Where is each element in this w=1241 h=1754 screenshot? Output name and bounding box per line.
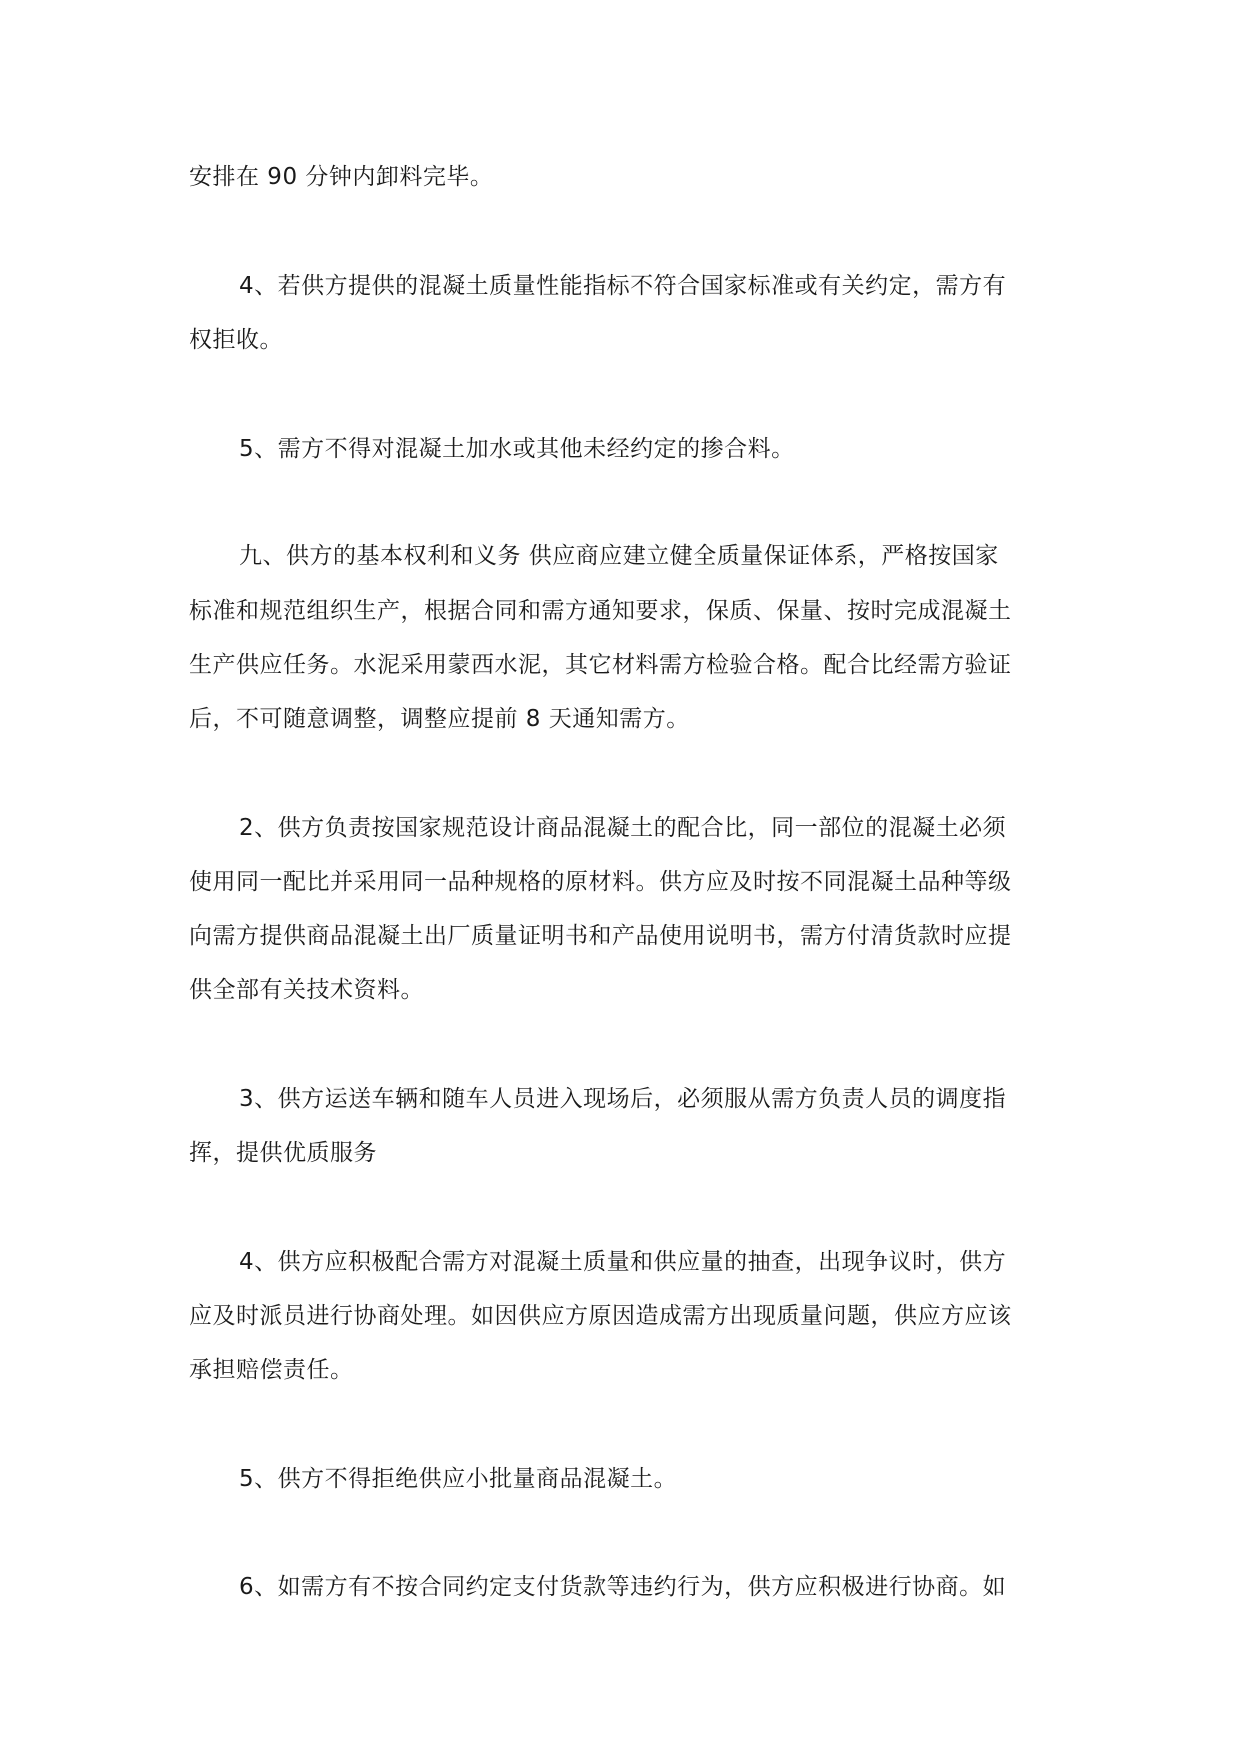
text-line: 供全部有关技术资料。 xyxy=(189,977,424,1003)
text-line: 权拒收。 xyxy=(189,327,283,353)
text-line: 标准和规范组织生产，根据合同和需方通知要求，保质、保量、按时完成混凝土 xyxy=(189,598,1012,624)
text-line: 应及时派员进行协商处理。如因供应方原因造成需方出现质量问题，供应方应该 xyxy=(189,1303,1012,1329)
text-line: 承担赔偿责任。 xyxy=(189,1357,354,1383)
text-line: 4、若供方提供的混凝土质量性能指标不符合国家标准或有关约定，需方有 xyxy=(239,273,1007,299)
text-line: 安排在 90 分钟内卸料完毕。 xyxy=(189,164,494,190)
text-line: 后，不可随意调整，调整应提前 8 天通知需方。 xyxy=(189,706,690,732)
text-line: 5、供方不得拒绝供应小批量商品混凝土。 xyxy=(239,1466,678,1492)
text-line: 4、供方应积极配合需方对混凝土质量和供应量的抽查，出现争议时，供方 xyxy=(239,1249,1007,1275)
text-line: 3、供方运送车辆和随车人员进入现场后，必须服从需方负责人员的调度指 xyxy=(239,1086,1007,1112)
text-line: 生产供应任务。水泥采用蒙西水泥，其它材料需方检验合格。配合比经需方验证 xyxy=(189,652,1012,678)
text-line: 挥，提供优质服务 xyxy=(189,1140,377,1166)
text-line: 2、供方负责按国家规范设计商品混凝土的配合比，同一部位的混凝土必须 xyxy=(239,815,1007,841)
text-line: 向需方提供商品混凝土出厂质量证明书和产品使用说明书，需方付清货款时应提 xyxy=(189,923,1012,949)
text-line: 九、供方的基本权利和义务 供应商应建立健全质量保证体系，严格按国家 xyxy=(239,543,999,569)
text-line: 5、需方不得对混凝土加水或其他未经约定的掺合料。 xyxy=(239,436,795,462)
text-line: 使用同一配比并采用同一品种规格的原材料。供方应及时按不同混凝土品种等级 xyxy=(189,869,1012,895)
text-line: 6、如需方有不按合同约定支付货款等违约行为，供方应积极进行协商。如 xyxy=(239,1574,1007,1600)
